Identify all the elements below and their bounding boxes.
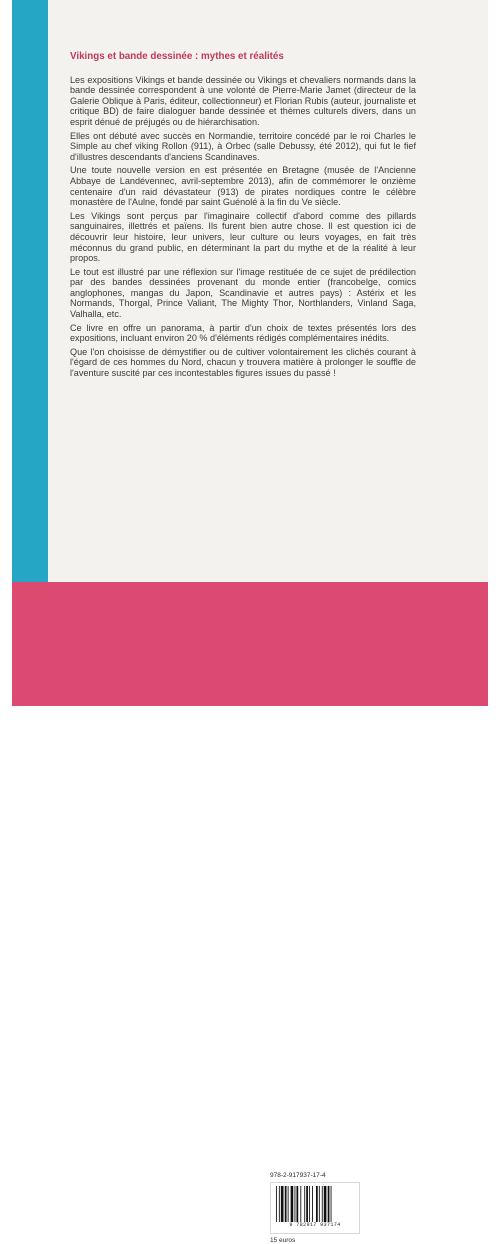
blurb-paragraph-1: Les expositions Vikings et bande dessinée ou Vikings et chevaliers normands dans la bande dessinée correspondent à une volonté de Pierre-Marie Jamet (directeur de la Galerie Oblique à Paris, éditeur, collectionneur) et Florian Rubis (auteur, journaliste et critique BD) de faire dialoguer bande dessinée et thèmes culturels divers, dans un esprit dénué de préjugés ou de hiérarchisation. <box>70 74 416 127</box>
blurb-paragraph-2: Elles ont débuté avec succès en Normandie, territoire concédé par le roi Charles le Simple au chef viking Rollon (911), à Orbec (salle Debussy, été 2012), qui fut le fief d'illustres descendants d'anciens Scandinaves. <box>70 130 416 162</box>
text-panel <box>48 0 488 582</box>
cyan-side-stripe <box>12 0 48 582</box>
blurb-paragraph-5: Le tout est illustré par une réflexion sur l'image restituée de ce sujet de prédilection par des bandes dessinées provenant du monde entier (francobelge, comics anglophones, mangas du Japon, Scandinavie et autres pays) : Astérix et les Normands, Thorgal, Prince Valiant, The Mighty Thor, Northlanders, Vinland Saga, Valhalla, etc. <box>70 266 416 320</box>
book-title: Vikings et bande dessinée : mythes et réalités <box>70 51 284 62</box>
barcode-area <box>270 1172 420 1244</box>
blurb-paragraph-3: Une toute nouvelle version en est présentée en Bretagne (musée de l'Ancienne Abbaye de Landévennec, avril-septembre 2013), afin de commémorer le onzième centenaire d'un raid dévastateur (913) de pirates nordiques contre le célèbre monastère de l'Aulne, fondé par saint Guénolé à la fin du Ve siècle. <box>70 165 416 208</box>
price-text: 15 euros <box>270 1237 296 1244</box>
blurb <box>70 52 416 382</box>
barcode <box>270 1182 360 1234</box>
blurb-paragraph-7: Que l'on choisisse de démystifier ou de cultiver volontairement les clichés courant à l'égard de ces hommes du Nord, chacun y trouvera matière à prolonger le souffle de l'aventure suscité par ces incontestables figures issues du passé ! <box>70 346 416 379</box>
barcode-digits: 9 782917 937174 <box>289 1222 341 1228</box>
pink-bottom-band <box>12 582 488 1244</box>
barcode-bars <box>275 1186 355 1222</box>
blurb-paragraph-4: Les Vikings sont perçus par l'imaginaire collectif d'abord comme des pillards sanguinaires, illettrés et païens. Ils furent bien autre chose. Il est question ici de découvrir leur histoire, leur univers, leur culture ou leurs voyages, en fait très méconnus du grand public, en déterminant la part du mythe et de la réalité à leur propos. <box>70 210 416 264</box>
back-cover <box>12 0 488 1244</box>
isbn-text: 978-2-917937-17-4 <box>270 1172 326 1179</box>
blurb-paragraph-6: Ce livre en offre un panorama, à partir d'un choix de textes présentés lors des expositions, incluant environ 20 % d'éléments rédigés complémentaires inédits. <box>70 322 416 344</box>
